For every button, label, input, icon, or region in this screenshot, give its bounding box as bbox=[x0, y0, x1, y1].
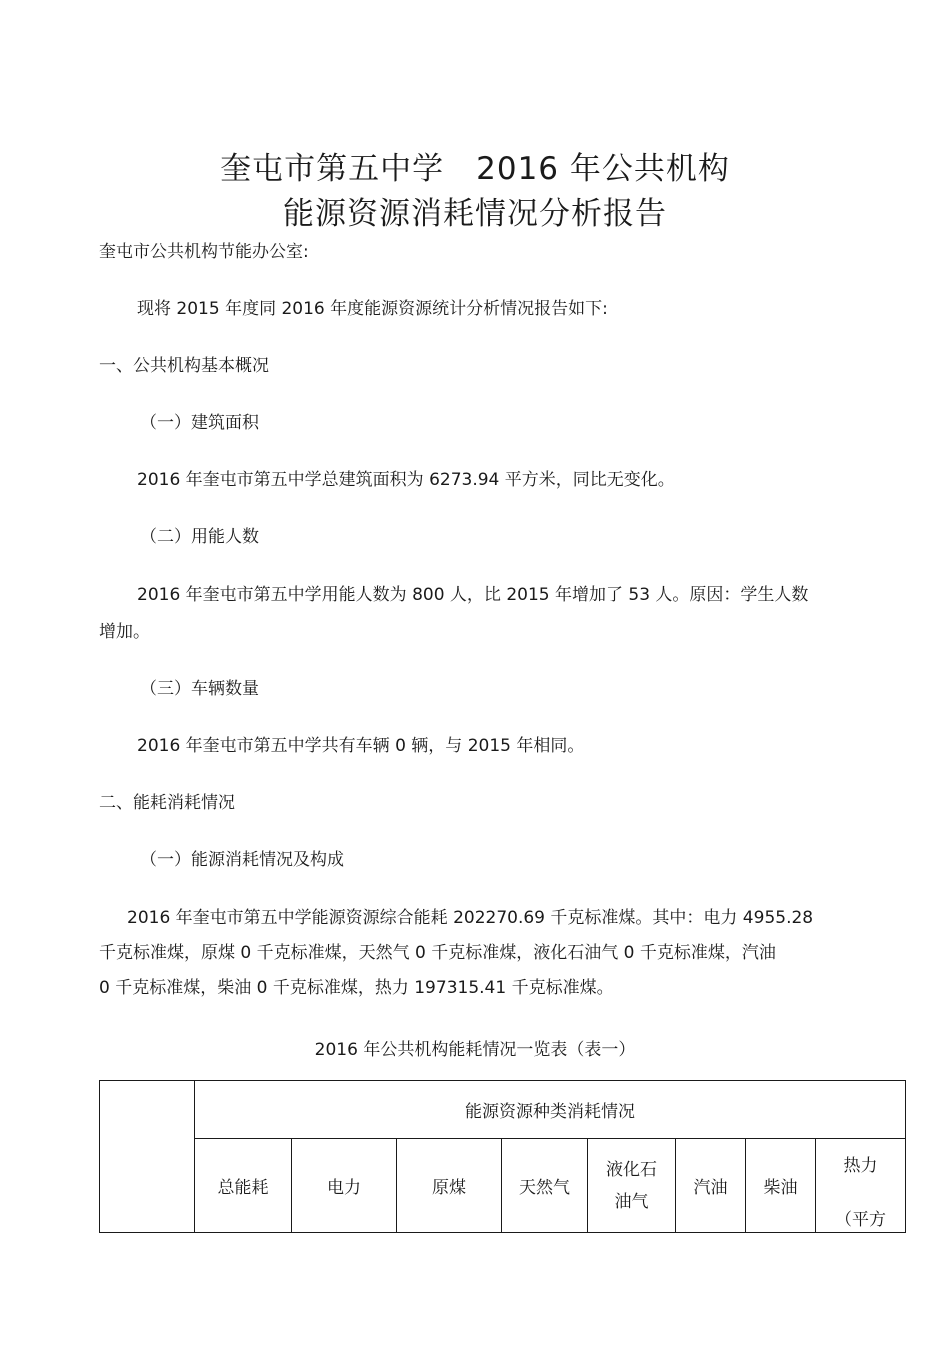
section-heading-basic: 一、公共机构基本概况 bbox=[99, 356, 269, 376]
energy-users-paragraph-line2: 增加。 bbox=[99, 622, 150, 642]
column-header-lpg bbox=[588, 1139, 676, 1233]
column-header-gasoline: 汽油 bbox=[676, 1139, 746, 1233]
report-title-line1: 奎屯市第五中学 2016 年公共机构 bbox=[220, 151, 730, 187]
vehicles-paragraph: 2016 年奎屯市第五中学共有车辆 0 辆，与 2015 年相同。 bbox=[137, 736, 585, 756]
section-heading-consumption: 二、能耗消耗情况 bbox=[99, 793, 235, 813]
column-header-coal: 原煤 bbox=[397, 1139, 502, 1233]
table-corner-cell bbox=[100, 1081, 195, 1233]
subheading-energy-composition: （一）能源消耗情况及构成 bbox=[140, 850, 344, 870]
lpg-label-line2: 油气 bbox=[614, 1191, 649, 1212]
energy-consumption-table bbox=[99, 1080, 906, 1233]
table-caption: 2016 年公共机构能耗情况一览表（表一） bbox=[314, 1040, 636, 1060]
column-header-diesel: 柴油 bbox=[746, 1139, 816, 1233]
lpg-label-line1: 液化石 bbox=[606, 1159, 657, 1180]
table-group-header: 能源资源种类消耗情况 bbox=[195, 1081, 906, 1139]
column-header-electricity: 电力 bbox=[292, 1139, 397, 1233]
column-header-total: 总能耗 bbox=[195, 1139, 292, 1233]
subheading-energy-users: （二）用能人数 bbox=[140, 527, 259, 547]
energy-users-paragraph-line1: 2016 年奎屯市第五中学用能人数为 800 人，比 2015 年增加了 53 人。原因：学生人数 bbox=[137, 585, 809, 605]
building-area-paragraph: 2016 年奎屯市第五中学总建筑面积为 6273.94 平方米，同比无变化。 bbox=[137, 470, 675, 490]
salutation: 奎屯市公共机构节能办公室: bbox=[99, 242, 309, 262]
subheading-vehicles: （三）车辆数量 bbox=[140, 679, 259, 699]
intro-paragraph: 现将 2015 年度同 2016 年度能源资源统计分析情况报告如下: bbox=[137, 299, 608, 319]
heat-label-line1: 热力 bbox=[843, 1156, 878, 1176]
energy-paragraph-line3: 0 千克标准煤，柴油 0 千克标准煤，热力 197315.41 千克标准煤。 bbox=[99, 978, 614, 998]
heat-label-line2: （平方 bbox=[835, 1210, 886, 1230]
energy-paragraph-line2: 千克标准煤，原煤 0 千克标准煤，天然气 0 千克标准煤，液化石油气 0 千克标准煤，汽油 bbox=[99, 943, 776, 963]
energy-paragraph-line1: 2016 年奎屯市第五中学能源资源综合能耗 202270.69 千克标准煤。其中：电力 4955.28 bbox=[127, 908, 814, 928]
column-header-natural-gas: 天然气 bbox=[502, 1139, 588, 1233]
subheading-building-area: （一）建筑面积 bbox=[140, 413, 259, 433]
report-title-line2: 能源资源消耗情况分析报告 bbox=[283, 196, 667, 232]
column-header-heat bbox=[816, 1139, 906, 1233]
